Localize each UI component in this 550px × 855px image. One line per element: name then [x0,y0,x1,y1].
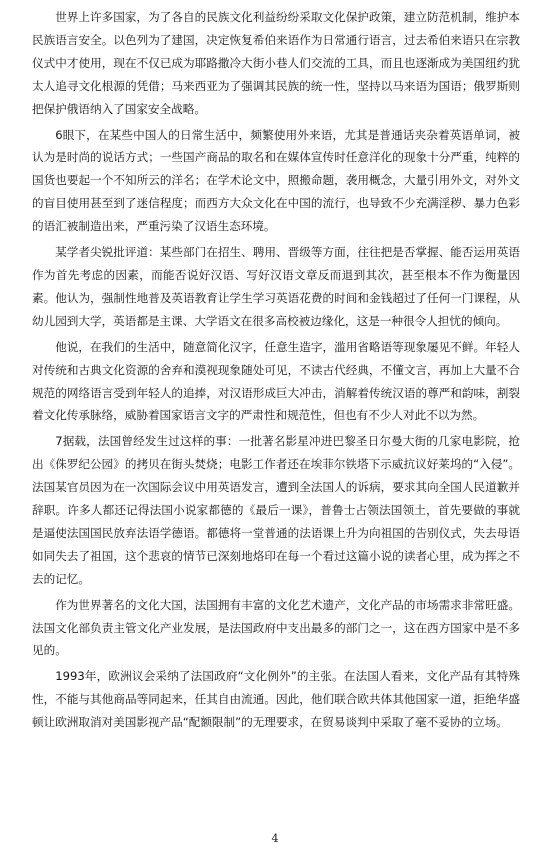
paragraph-foreign-words-in-china: 6眼下，在某些中国人的日常生活中，频繁使用外来语，尤其是普通话夹杂着英语单词，被认为是时尚的说话方式；一些国产商品的取名和在媒体宣传时任意洋化的现象十分严重，纯粹的国货也要起一个不知所云的洋名；在学术论文中，照搬命题，袭用概念，大量引用外文，对外文的盲目使用甚至到了迷信程度；而西方大众文化在中国的流行，也导致不少充满淫秽、暴力色彩的语汇被制造出来，严重污染了汉语生态环境。 [32,127,520,234]
document-page [32,6,520,737]
paragraph-simplification-and-slang: 他说，在我们的生活中，随意简化汉字，任意生造字，滥用省略语等现象屡见不鲜。年轻人对传统和古典文化资源的舍弃和漠视现象随处可见，不读古代经典，不懂文言，再加上大量不合规范的网络语言受到年轻人的追捧，对汉语形成巨大冲击，消解着传统汉语的尊严和韵味，割裂着文化传承脉络，威胁着国家语言文字的严肃性和规范性，但也有不少人对此不以为然。 [32,339,520,423]
paragraph-scholar-criticism: 某学者尖锐批评道：某些部门在招生、聘用、晋级等方面，往往把是否掌握、能否运用英语作为首先考虑的因素，而能否说好汉语、写好汉语文章反而退到其次，甚至根本不作为衡量因素。他认为，强制性地普及英语教育让学生学习英语花费的时间和金钱超过了任何一门课程，从幼儿园到大学，英语都是主课、大学语文在很多高校被边缘化，这是一种很令人担忧的倾向。 [32,245,520,328]
paragraph-language-protection-policies: 世界上许多国家，为了各自的民族文化利益纷纷采取文化保护政策，建立防范机制，维护本民族语言安全。以色列为了建国，决定恢复希伯来语作为日常通行语言，过去希伯来语只在宗教仪式中才使用，现在不仅已成为耶路撒冷大街小巷人们交流的工具，而且也逐渐成为美国纽约犹太人追寻文化根源的凭借；马来西亚为了强调其民族的统一性，坚持以马来语为国语；俄罗斯则把保护俄语纳入了国家安全战略。 [32,10,520,116]
page-number: 4 [271,832,279,845]
paragraph-france-examples: 7据载，法国曾经发生过这样的事：一批著名影星冲进巴黎圣日尔曼大街的几家电影院，抢出《侏罗纪公园》的拷贝在街头焚烧；电影工作者还在埃菲尔铁塔下示威抗议好莱坞的“入侵”。法国某官员因为在一次国际会议中用英语发言，遭到全法国人的诉病，要求其向全国人民道歉并辞职。许多人都还记得法国小说家都德的《最后一课》，普鲁士占领法国领土，首先要做的事就是逼使法国国民放弃法语学德语。都德将一堂普通的法语课上升为向祖国的告别仪式，失去母语如同失去了祖国，这个悲哀的情节已深刻地烙印在每一个看过这篇小说的读者心里，成为挥之不去的记忆。 [32,434,520,586]
paragraph-france-cultural-power: 作为世界著名的文化大国，法国拥有丰富的文化艺术遗产，文化产品的市场需求非常旺盛。法国文化部负责主管文化产业发展，是法国政府中支出最多的部门之一，这在西方国家中是不多见的。 [32,597,520,658]
paragraph-cultural-exception: 1993年，欧洲议会采纳了法国政府“文化例外”的主张。在法国人看来，文化产品有其特殊性，不能与其他商品等同起来，任其自由流通。因此，他们联合欧共体其他国家一道，拒绝华盛顿让欧洲取消对美国影视产品“配额限制”的无理要求，在贸易谈判中采取了毫不妥协的立场。 [32,669,520,730]
